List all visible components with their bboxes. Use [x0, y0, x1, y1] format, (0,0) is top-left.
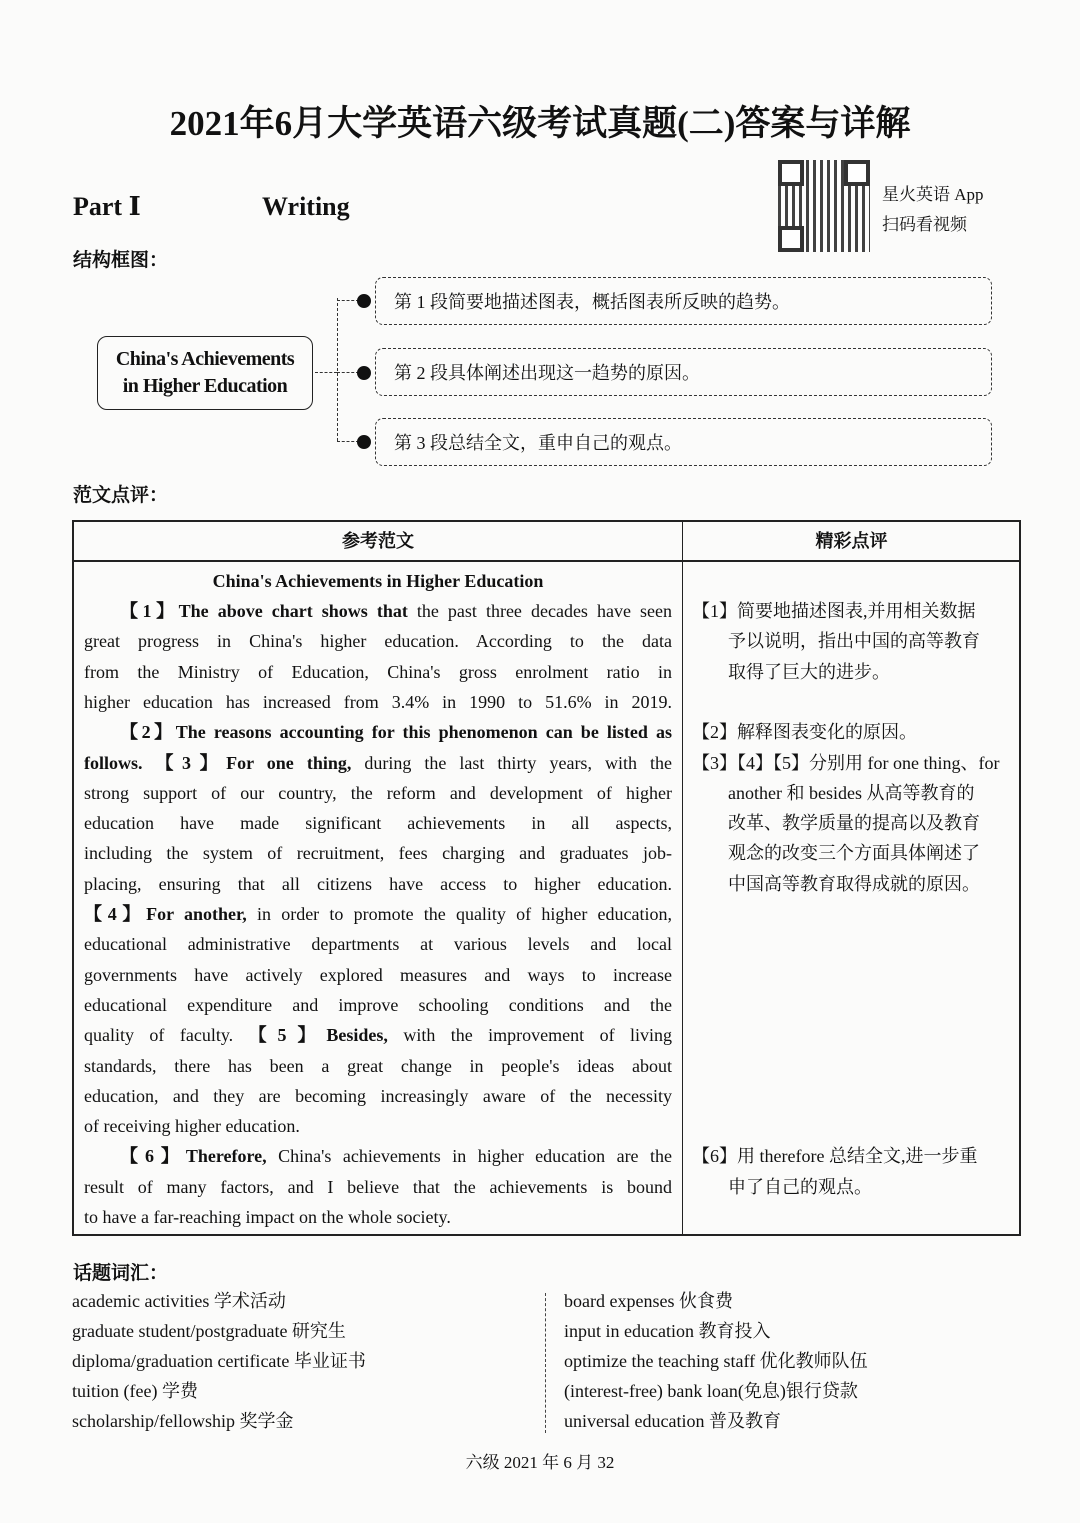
connector — [315, 372, 337, 373]
essay-bold-text: 【2】The reasons accounting for this phenomenon can be listed as — [120, 722, 672, 743]
essay-line — [84, 808, 672, 838]
essay-text: with the improvement of living — [387, 1025, 673, 1046]
essay-text: educational expenditure and improve schooling conditions and the — [84, 994, 672, 1015]
column-header-essay: 参考范文 — [342, 531, 414, 551]
topic-line: in Higher Education — [122, 375, 288, 397]
essay-text: standards, there has been a great change in people's ideas about — [84, 1055, 672, 1076]
topic-box — [97, 336, 313, 410]
essay-bold-text: 【4】For another, — [84, 904, 247, 924]
essay-text: educational administrative departments at various levels and local — [84, 934, 672, 955]
vocab-item: scholarship/fellowship 奖学金 — [72, 1411, 294, 1431]
page-footer: 六级 2021 年 6 月 32 — [465, 1453, 615, 1472]
essay-line — [84, 990, 672, 1020]
comment-line: 【1】简要地描述图表,并用相关数据 — [692, 601, 976, 621]
vocab-item: optimize the teaching staff 优化教师队伍 — [564, 1351, 868, 1371]
essay-line — [84, 1051, 672, 1081]
essay-line — [84, 1081, 672, 1111]
essay-line — [84, 929, 672, 959]
essay-line — [84, 960, 672, 990]
column-divider — [682, 522, 683, 1234]
comment-line: 取得了巨大的进步。 — [728, 661, 890, 682]
vocab-item: universal education 普及教育 — [564, 1411, 781, 1431]
essay-text: to have a far-reaching impact on the whole society. — [84, 1207, 451, 1227]
essay-text: China's achievements in higher education are the — [266, 1146, 672, 1167]
connector — [337, 441, 359, 442]
essay-line — [120, 717, 672, 747]
essay-bold-text: 【5】Besides, — [248, 1025, 388, 1046]
essay-text: during the last thirty years, with the — [351, 752, 672, 773]
connector — [337, 300, 359, 301]
comment-line: another 和 besides 从高等教育的 — [728, 782, 975, 803]
vocab-item: academic activities 学术活动 — [72, 1291, 286, 1311]
vocab-item: input in education 教育投入 — [564, 1321, 771, 1341]
part-number: Part Ⅰ — [73, 192, 141, 221]
essay-title: China's Achievements in Higher Education — [212, 571, 544, 591]
essay-line — [84, 778, 672, 808]
essay-line — [84, 626, 672, 656]
vocab-divider — [545, 1293, 546, 1433]
vocab-item: tuition (fee) 学费 — [72, 1381, 198, 1401]
comment-line: 改革、教学质量的提高以及教育 — [728, 813, 980, 834]
essay-text: result of many factors, and I believe that the achievements is bound — [84, 1176, 672, 1197]
topic-line: China's Achievements — [115, 348, 295, 370]
table-header — [74, 522, 1019, 562]
essay-line — [84, 748, 672, 778]
essay-line — [84, 899, 672, 929]
bullet-icon — [357, 294, 371, 308]
essay-text: from the Ministry of Education, China's gross enrolment ratio in — [84, 661, 672, 682]
vocab-item: diploma/graduation certificate 毕业证书 — [72, 1351, 366, 1371]
essay-line — [84, 869, 672, 899]
essay-text: education, and they are becoming increasingly aware of the necessity — [84, 1085, 672, 1106]
review-heading: 范文点评： — [73, 485, 169, 506]
essay-text: of receiving higher education. — [84, 1116, 300, 1137]
comment-line: 中国高等教育取得成就的原因。 — [728, 873, 980, 894]
essay-line — [120, 1141, 672, 1171]
comment-line: 申了自己的观点。 — [728, 1176, 872, 1197]
vocab-item: graduate student/postgraduate 研究生 — [72, 1321, 346, 1341]
qr-caption-scan: 扫码看视频 — [882, 215, 967, 234]
essay-line — [84, 1020, 672, 1050]
part-name: Writing — [262, 192, 350, 221]
essay-text: including the system of recruitment, fees charging and graduates job- — [84, 843, 672, 864]
essay-line — [84, 1202, 672, 1232]
essay-text: the past three decades have seen — [407, 601, 672, 621]
essay-bold-text: 【6】Therefore, — [120, 1146, 267, 1167]
essay-line — [120, 596, 672, 626]
essay-text: higher education has increased from 3.4% in 1990 to 51.6% in 2019. — [84, 691, 672, 712]
essay-text: strong support of our country, the reform and development of higher — [84, 782, 672, 803]
vocab-item: (interest-free) bank loan(免息)银行贷款 — [564, 1381, 858, 1401]
essay-line — [84, 1172, 672, 1202]
essay-text: great progress in China's higher education. According to the data — [84, 631, 672, 652]
vocab-heading: 话题词汇： — [73, 1263, 169, 1284]
structure-step-2: 第 2 段具体阐述出现这一趋势的原因。 — [375, 348, 992, 396]
page-title: 2021年6月大学英语六级考试真题(二)答案与详解 — [169, 104, 911, 143]
vocab-list-right — [564, 1286, 868, 1436]
comment-line: 观念的改变三个方面具体阐述了 — [728, 843, 980, 864]
structure-heading: 结构框图： — [73, 250, 169, 271]
essay-line — [84, 838, 672, 868]
structure-step-1: 第 1 段简要地描述图表，概括图表所反映的趋势。 — [375, 277, 992, 325]
essay-table — [72, 520, 1021, 1236]
essay-text: quality of faculty. — [84, 1025, 249, 1046]
vocab-list-left — [72, 1286, 366, 1436]
vocab-item: board expenses 伙食费 — [564, 1291, 733, 1311]
essay-line — [84, 687, 672, 717]
essay-bold-text: follows. 【3】For one thing, — [84, 752, 352, 773]
connector — [337, 372, 359, 373]
comment-line: 予以说明，指出中国的高等教育 — [728, 631, 980, 652]
bullet-icon — [357, 366, 371, 380]
essay-bold-text: 【1】The above chart shows that — [120, 601, 408, 621]
qr-caption-app: 星火英语 App — [882, 185, 984, 204]
comment-line: 【3】【4】【5】分别用 for one thing、for — [692, 752, 1000, 773]
essay-text: education have made significant achievements in all aspects, — [84, 813, 672, 834]
connector — [337, 298, 338, 441]
structure-step-3: 第 3 段总结全文，重申自己的观点。 — [375, 418, 992, 466]
essay-line — [84, 657, 672, 687]
essay-text: in order to promote the quality of higher education, — [246, 904, 672, 924]
essay-text: placing, ensuring that all citizens have access to higher education. — [84, 873, 672, 894]
comment-line: 【6】用 therefore 总结全文,进一步重 — [692, 1146, 978, 1167]
bullet-icon — [357, 435, 371, 449]
essay-line — [84, 1111, 672, 1141]
comment-line: 【2】解释图表变化的原因。 — [692, 722, 917, 743]
essay-text: governments have actively explored measures and ways to increase — [84, 964, 672, 985]
column-header-comments: 精彩点评 — [815, 531, 888, 551]
qr-code-icon — [778, 160, 870, 252]
